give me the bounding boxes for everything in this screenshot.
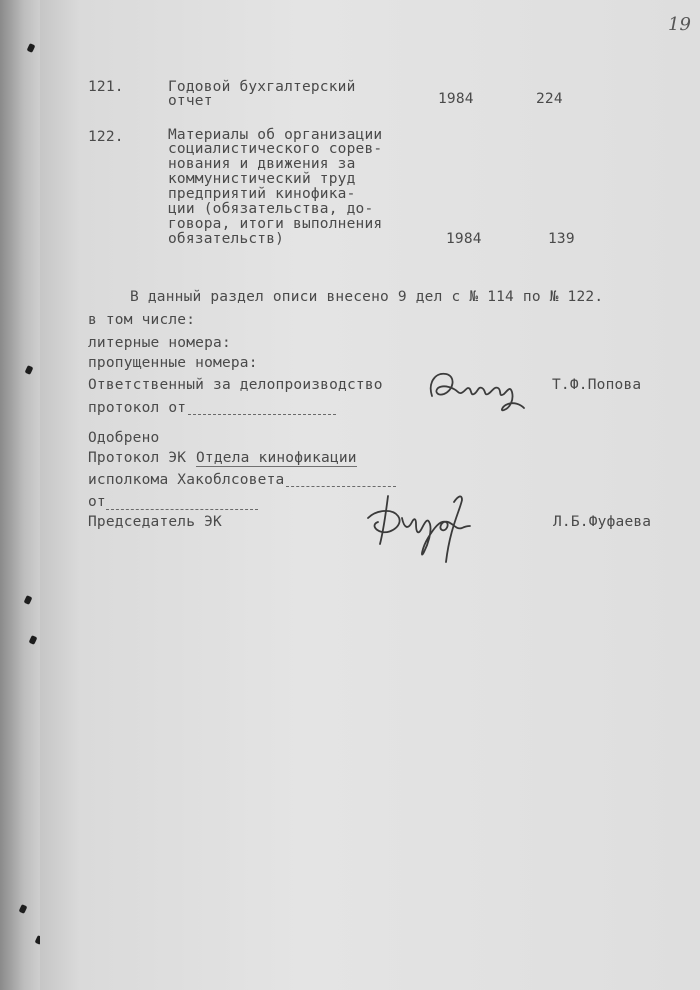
chairman-signature (358, 488, 474, 566)
item-number: 122. (88, 129, 124, 145)
binding-hole (25, 365, 34, 375)
protocol-date-blank (188, 414, 336, 415)
approval-date-label: от (88, 494, 106, 510)
item-title-line: ции (обязательства, до- (168, 201, 374, 217)
responsible-signature (424, 362, 528, 418)
protocol-department: Отдела кинофикации (196, 450, 357, 466)
item-sheets: 139 (548, 231, 575, 247)
letter-numbers-label: литерные номера: (88, 335, 231, 351)
binding-hole (24, 595, 33, 605)
executive-committee-label: исполкома Хакоблсовета (88, 472, 285, 488)
item-year: 1984 (438, 91, 474, 107)
including-label: в том числе: (88, 312, 196, 328)
protocol-label: протокол от (88, 400, 187, 416)
item-title-line: Материалы об организации (168, 127, 383, 143)
binding-hole (27, 43, 36, 53)
item-sheets: 224 (536, 91, 563, 107)
item-title-line: коммунистический труд (168, 171, 356, 187)
item-title-line: говора, итоги выполнения (168, 216, 383, 232)
item-title-line: обязательств) (168, 231, 285, 247)
approved-label: Одобрено (88, 430, 160, 446)
item-number: 121. (88, 79, 124, 95)
approval-date-blank (106, 509, 258, 510)
binding-hole (19, 904, 28, 914)
summary-text: В данный раздел описи внесено 9 дел с № 114 по № 122. (130, 289, 604, 305)
responsible-label: Ответственный за делопроизводство (88, 377, 383, 393)
missing-numbers-label: пропущенные номера: (88, 355, 258, 371)
item-title-line: нования и движения за (168, 156, 356, 172)
protocol-ek-label: Протокол ЭК (88, 450, 187, 466)
binding-hole (29, 635, 38, 645)
item-title-line: социалистического сорев- (168, 141, 383, 157)
chairman-label: Председатель ЭК (88, 514, 222, 530)
folio-number: 19 (668, 14, 691, 35)
item-title-line: Годовой бухгалтерский (168, 79, 356, 95)
binding-margin (0, 0, 40, 990)
chairman-name: Л.Б.Фуфаева (553, 514, 652, 530)
item-year: 1984 (446, 231, 482, 247)
item-title-line: отчет (168, 93, 213, 109)
executive-committee-blank (286, 486, 396, 487)
responsible-name: Т.Ф.Попова (552, 377, 642, 393)
item-title-line: предприятий кинофика- (168, 186, 356, 202)
